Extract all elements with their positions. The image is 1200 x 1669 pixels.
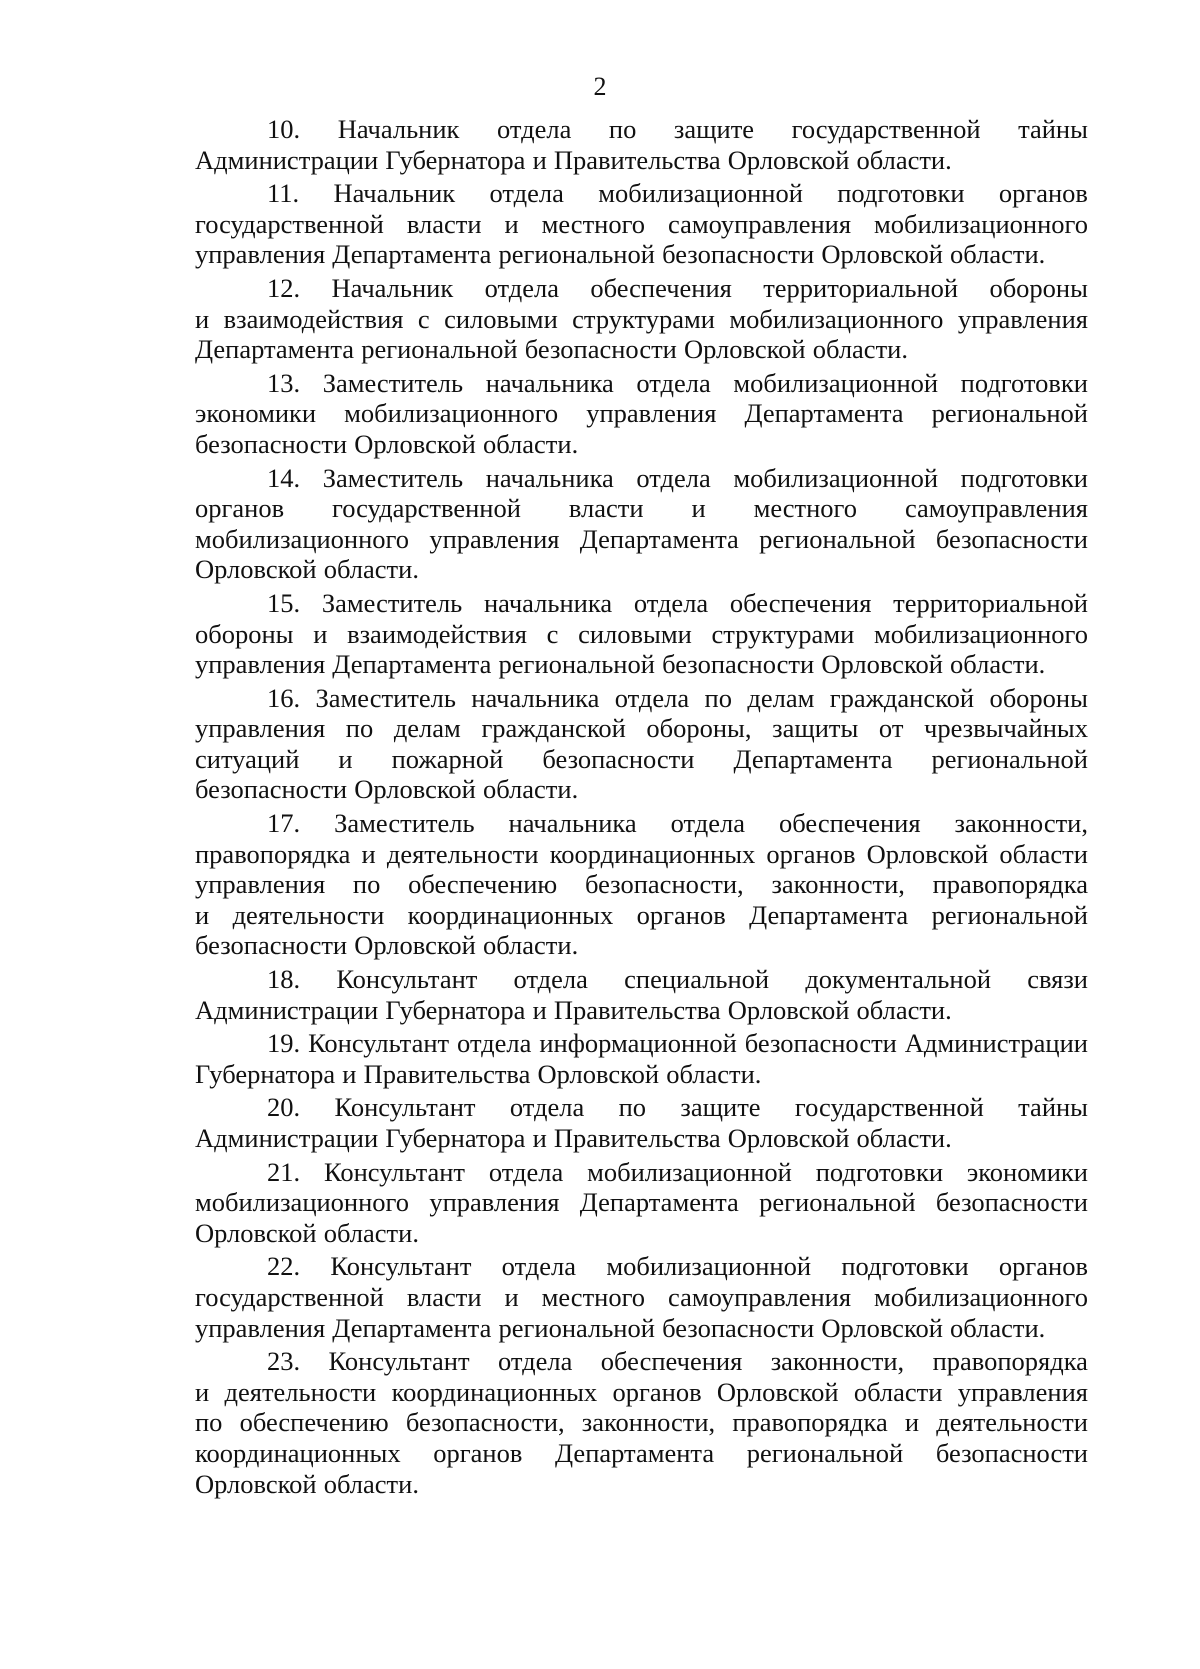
list-item-line: мобилизационного управления Департамента региональной безопасности bbox=[195, 523, 1088, 554]
list-item-line: управления по делам гражданской обороны, защиты от чрезвычайных bbox=[195, 713, 1088, 744]
list-item bbox=[195, 588, 1088, 680]
list-item-line: безопасности Орловской области. bbox=[195, 428, 579, 459]
list-item-line: управления Департамента региональной безопасности Орловской области. bbox=[195, 239, 1046, 270]
list-item-line: органов государственной власти и местного самоуправления bbox=[195, 493, 1088, 524]
list-item-line: государственной власти и местного самоуправления мобилизационного bbox=[195, 208, 1088, 239]
list-item bbox=[195, 1251, 1088, 1343]
list-item-line: управления по обеспечению безопасности, законности, правопорядка bbox=[195, 869, 1088, 900]
list-item-line: управления Департамента региональной безопасности Орловской области. bbox=[195, 649, 1046, 680]
list-item-line: координационных органов Департамента региональной безопасности bbox=[195, 1437, 1088, 1468]
list-item bbox=[195, 683, 1088, 805]
list-item-first-line: 14. Заместитель начальника отдела мобилизационной подготовки bbox=[267, 462, 1088, 493]
list-item-line: правопорядка и деятельности координационных органов Орловской области bbox=[195, 838, 1088, 869]
list-item-line: Администрации Губернатора и Правительства Орловской области. bbox=[195, 994, 952, 1025]
list-item-line: безопасности Орловской области. bbox=[195, 774, 579, 805]
list-item-line: и деятельности координационных органов Департамента региональной bbox=[195, 899, 1088, 930]
list-item-first-line: 16. Заместитель начальника отдела по делам гражданской обороны bbox=[267, 682, 1088, 713]
list-item bbox=[195, 368, 1088, 460]
page-number: 2 bbox=[593, 72, 607, 101]
list-item-first-line: 10. Начальник отдела по защите государственной тайны bbox=[267, 114, 1088, 144]
list-item bbox=[195, 1157, 1088, 1249]
list-item bbox=[195, 1092, 1088, 1153]
list-item-line: и взаимодействия с силовыми структурами мобилизационного управления bbox=[195, 303, 1088, 334]
list-item-line: управления Департамента региональной безопасности Орловской области. bbox=[195, 1312, 1046, 1343]
list-item-first-line: 22. Консультант отдела мобилизационной подготовки органов bbox=[267, 1251, 1088, 1282]
list-item-first-line: 19. Консультант отдела информационной безопасности Администрации bbox=[267, 1028, 1088, 1059]
list-item-first-line: 23. Консультант отдела обеспечения законности, правопорядка bbox=[267, 1346, 1088, 1377]
list-item-line: Орловской области. bbox=[195, 1468, 419, 1499]
list-item-line: безопасности Орловской области. bbox=[195, 930, 579, 961]
list-item-line: ситуаций и пожарной безопасности Департамента региональной bbox=[195, 743, 1088, 774]
list-item-line: по обеспечению безопасности, законности, правопорядка и деятельности bbox=[195, 1407, 1088, 1438]
list-item bbox=[195, 964, 1088, 1025]
list-item bbox=[195, 273, 1088, 365]
list-item-line: мобилизационного управления Департамента региональной безопасности bbox=[195, 1187, 1088, 1218]
list-item-first-line: 21. Консультант отдела мобилизационной подготовки экономики bbox=[267, 1156, 1088, 1187]
list-item bbox=[195, 1346, 1088, 1499]
list-item-line: Орловской области. bbox=[195, 1217, 419, 1248]
list-item-first-line: 11. Начальник отдела мобилизационной подготовки органов bbox=[267, 178, 1088, 209]
list-item bbox=[195, 178, 1088, 270]
list-item-line: Департамента региональной безопасности Орловской области. bbox=[195, 334, 908, 365]
list-item-first-line: 13. Заместитель начальника отдела мобилизационной подготовки bbox=[267, 367, 1088, 398]
list-item-first-line: 12. Начальник отдела обеспечения территориальной обороны bbox=[267, 272, 1088, 303]
list-item-line: Орловской области. bbox=[195, 554, 419, 585]
list-item-line: и деятельности координационных органов Орловской области управления bbox=[195, 1376, 1088, 1407]
list-item-line: государственной власти и местного самоуправления мобилизационного bbox=[195, 1281, 1088, 1312]
list-item-line: Администрации Губернатора и Правительства Орловской области. bbox=[195, 144, 952, 175]
list-item-first-line: 17. Заместитель начальника отдела обеспечения законности, bbox=[267, 808, 1088, 839]
list-item-line: обороны и взаимодействия с силовыми структурами мобилизационного bbox=[195, 618, 1088, 649]
list-item-first-line: 20. Консультант отдела по защите государственной тайны bbox=[267, 1092, 1088, 1123]
list-item-first-line: 15. Заместитель начальника отдела обеспечения территориальной bbox=[267, 587, 1088, 618]
list-item-line: Администрации Губернатора и Правительства Орловской области. bbox=[195, 1123, 952, 1153]
list-item bbox=[195, 808, 1088, 961]
list-item bbox=[195, 463, 1088, 585]
list-item-line: Губернатора и Правительства Орловской области. bbox=[195, 1058, 762, 1089]
list-item-line: экономики мобилизационного управления Департамента региональной bbox=[195, 398, 1088, 429]
list-item bbox=[195, 114, 1088, 175]
list-item bbox=[195, 1028, 1088, 1089]
list-item-first-line: 18. Консультант отдела специальной документальной связи bbox=[267, 964, 1088, 995]
document-body bbox=[195, 114, 1088, 1502]
